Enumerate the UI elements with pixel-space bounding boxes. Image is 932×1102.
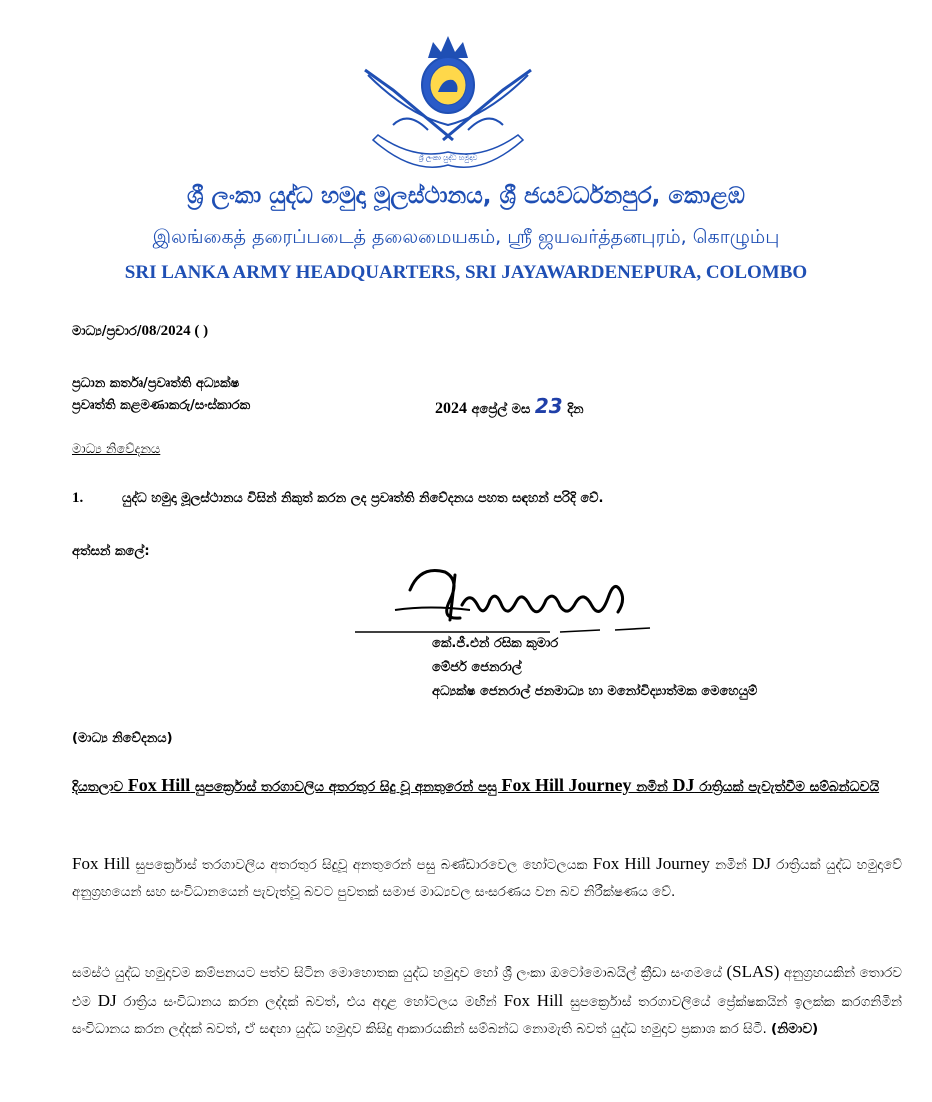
paragraph-2: සමස්ථ යුද්ධ හමුදාවම කම්පනයට පත්ව සිටින මොහොතක යුද්ධ හමුදාව හෝ ශ්‍රී ලංකා ඔටෝමොබයිල් ක්‍රීඩා සංගමයේ (SLAS) අනුග්‍රහයකින් තොරව එම DJ රාත්‍රිය සංවිධානය කරන ලද්දක් බවත්, එය අදාළ හෝටලය මඟින් Fox Hill සුපර්ක්‍රොස් තරගාවලියේ ප්‍රේක්ෂකයින් ඉලක්ක කරගනිමින් සංවිධානය කරන ලද්දක් බවත්, ඒ සඳහා යුද්ධ හමුදාව කිසිදු ආකාරයකින් සම්බන්ධ නොමැති බවත් යුද්ධ හමුදාව ප්‍රකාශ කර සිටී. (නිමාව) [72, 962, 902, 1037]
recipient-line-1: ප්‍රධාන කර්තෘ/ප්‍රවෘත්ති අධ්‍යක්ෂ [72, 376, 240, 391]
signed-label: අත්සන් කලේ: [72, 544, 150, 559]
release-title: දියතලාව Fox Hill සුපර්ක්‍රොස් තරගාවලිය අතරතුර සිදු වූ අනතුරෙන් පසු Fox Hill Journey නමින් DJ රාත්‍රියක් පැවැත්වීම සම්බන්ධවයි [72, 775, 880, 795]
header-english: SRI LANKA ARMY HEADQUARTERS, SRI JAYAWARDENEPURA, COLOMBO [124, 262, 808, 283]
recipient-line-2: ප්‍රවෘත්ති කළමණාකරු/සංස්කාරක [72, 398, 251, 413]
item-number: 1. [72, 490, 84, 506]
date-day: 23 [534, 394, 563, 418]
subject-heading: මාධ්‍ය නිවේදනය [72, 442, 161, 457]
date-line [435, 394, 584, 418]
end-marker: (නිමාව) [771, 1021, 819, 1037]
date-year: 2024 [435, 400, 467, 417]
reference-number: මාධ්‍ය/ප්‍රචාර/08/2024 ( ) [72, 323, 209, 339]
emblem-caption: ශ්‍රී ලංකා යුද්ධ හමුදාව [418, 154, 478, 162]
release-label: (මාධ්‍ය නිවේදනය) [72, 731, 173, 746]
item-text: යුද්ධ හමුදා මූලස්ථානය විසින් නිකුත් කරන ලද ප්‍රවෘත්ති නිවේදනය පහත සඳහන් පරිදි වේ. [122, 491, 604, 506]
date-suffix: දින [567, 402, 584, 417]
paragraph-1: Fox Hill සුපර්ක්‍රොස් තරගාවලිය අතරතුර සිදුවූ අනතුරෙන් පසු බණ්ඩාරවෙල හෝටලයක Fox Hill Journey නමින් DJ රාත්‍රියක් යුද්ධ හමුදාවේ අනුග්‍රහයෙන් සහ සංවිධානයෙන් පැවැත්වූ බවට පුවතක් සමාජ මාධ්‍යවල සංසරණය වන බව නිරීක්ෂණය වේ. [72, 854, 903, 900]
header-sinhala: ශ්‍රී ලංකා යුද්ධ හමුදා මූලස්ථානය, ශ්‍රී ජයවර්ධනපුර, කොළඹ [187, 183, 745, 209]
signatory-rank: මේජර් ජෙනරාල් [432, 660, 522, 675]
army-emblem [353, 30, 543, 170]
signature [350, 560, 670, 642]
date-month: අප්‍රේල් මස [471, 402, 531, 417]
signatory-name: කේ.ජී.එන් රසික කුමාර [432, 636, 559, 651]
signatory-position: අධ්‍යක්ෂ ජෙනරාල් ජනමාධ්‍ය හා මනෝවිද්‍යාත්මක මෙහෙයුම් [432, 684, 758, 699]
header-tamil: இலங்கைத் தரைப்படைத் தலைமையகம், ஸ்ரீ ஜயவர்த்தனபுரம், கொழும்பு [152, 226, 780, 248]
